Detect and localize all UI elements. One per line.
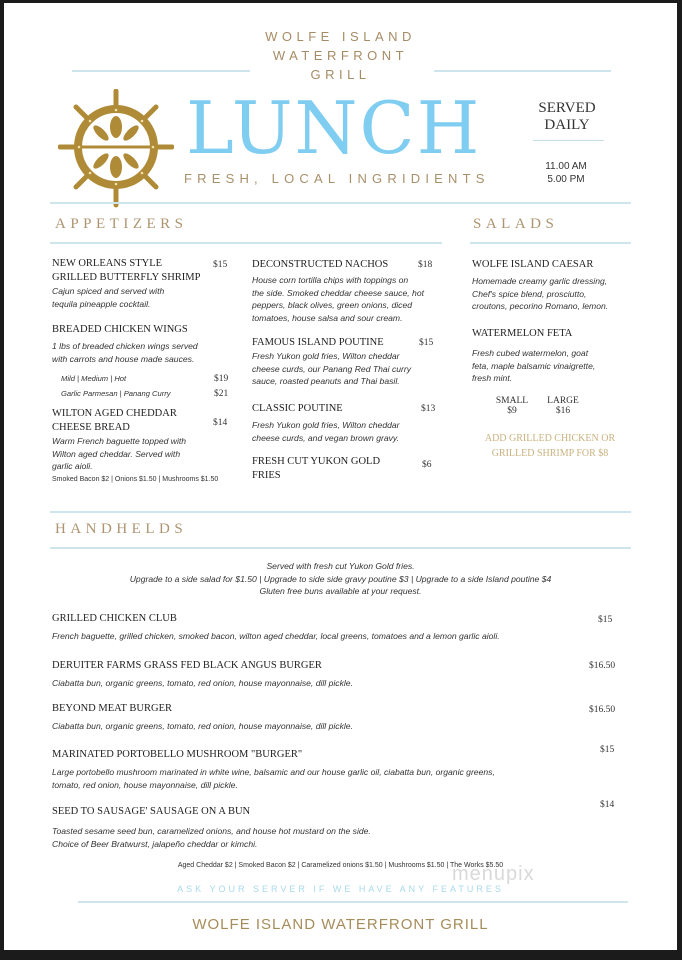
served-daily: SERVED DAILY	[538, 100, 596, 133]
handhelds-addons: Aged Cheddar $2 | Smoked Bacon $2 | Caramelized onions $1.50 | Mushrooms $1.50 | The Works $5.50	[177, 862, 504, 869]
menu-page	[4, 3, 677, 950]
watermark: menupix	[452, 863, 535, 885]
menu-item-shrimp: NEW ORLEANS STYLE GRILLED BUTTERFLY SHRIMP Cajun spiced and served with tequila pineapple cocktail.	[52, 258, 201, 309]
menu-item-cheese-bread: WILTON AGED CHEDDAR CHEESE BREAD Warm French baguette topped with Wilton aged cheddar. Served with garlic aioli. Smoked Bacon $2 | Onions $1.50 | Mushrooms $1.50	[52, 408, 219, 483]
served-rule	[533, 140, 604, 141]
price-angus-burger: $16.50	[589, 661, 616, 671]
salads-rule	[470, 242, 631, 244]
brand-line-2: WATERFRONT	[272, 48, 409, 63]
wings-option-1-price: $19	[214, 374, 229, 384]
price-nachos: $18	[418, 260, 433, 270]
menu-item-watermelon-feta: WATERMELON FETA Fresh cubed watermelon, goat feta, maple balsamic vinaigrette, fresh mint.	[472, 328, 596, 383]
menu-item-fries: FRESH CUT YUKON GOLD FRIES	[252, 456, 381, 481]
handhelds-rule	[50, 547, 631, 549]
brand-line-1: WOLFE ISLAND	[265, 29, 416, 44]
header-rule-right	[434, 70, 611, 72]
menu-item-wings: BREADED CHICKEN WINGS 1 lbs of breaded chicken wings served with carrots and house made sauces.	[52, 324, 198, 364]
hours: 11.00 AM 5.00 PM	[545, 161, 587, 185]
price-portobello: $15	[600, 745, 615, 755]
appetizers-rule	[50, 242, 442, 244]
price-classic-poutine: $13	[421, 404, 436, 414]
menu-item-sausage: SEED TO SAUSAGE' SAUSAGE ON A BUN Toasted sesame seed bun, caramelized onions, and house hot mustard on the side. Choice of Beer Bratwurst, jalapeño cheddar or kimchi.	[52, 806, 371, 849]
brand-line-3: GRILL	[310, 67, 371, 82]
section-divider-handhelds	[50, 511, 631, 513]
tagline: FRESH, LOCAL INGRIDIENTS	[184, 171, 490, 186]
menu-item-caesar: WOLFE ISLAND CAESAR Homemade creamy garlic dressing, Chef's spice blend, prosciutto, croutons, pecorino Romano, lemon.	[472, 259, 609, 311]
size-large: LARGE $16	[547, 396, 579, 416]
menu-item-nachos: DECONSTRUCTED NACHOS House corn tortilla chips with toppings on the side. Smoked cheddar cheese sauce, hot peppers, black olives, green onions, diced tomatoes, house salsa and sour cream.	[252, 259, 424, 323]
menu-item-portobello: MARINATED PORTOBELLO MUSHROOM "BURGER" Large portobello mushroom marinated in white wine, balsamic and our house garlic oil, ciabatta bun, organic greens, tomato, red onion, house mayonnaise, dill pickle.	[52, 749, 495, 790]
ship-wheel-icon	[58, 89, 174, 214]
menu-item-beyond-burger: BEYOND MEAT BURGER Ciabatta bun, organic greens, tomato, red onion, house mayonnaise, dill pickle.	[52, 703, 353, 731]
price-shrimp: $15	[213, 260, 228, 270]
handhelds-intro: Served with fresh cut Yukon Gold fries. Upgrade to a side salad for $1.50 | Upgrade to side side gravy poutine $3 | Upgrade to a side Island poutine $4 Gluten free buns available at your request.	[129, 561, 552, 596]
price-fries: $6	[422, 460, 432, 470]
size-small: SMALL $9	[495, 396, 529, 416]
price-beyond-burger: $16.50	[589, 705, 616, 715]
price-cheese-bread: $14	[213, 418, 228, 428]
wings-option-2-price: $21	[214, 389, 229, 399]
footer-brand: WOLFE ISLAND WATERFRONT GRILL	[192, 916, 489, 933]
price-island-poutine: $15	[419, 338, 434, 348]
menu-item-chicken-club: GRILLED CHICKEN CLUB French baguette, grilled chicken, smoked bacon, wilton aged cheddar, local greens, tomatoes and a lemon garlic aioli.	[52, 613, 500, 641]
add-protein-note: ADD GRILLED CHICKEN OR GRILLED SHRIMP FOR $8	[484, 433, 616, 459]
page-title: LUNCH	[186, 86, 482, 170]
price-sausage: $14	[600, 800, 615, 810]
wings-option-1: Mild | Medium | Hot	[61, 374, 127, 383]
section-heading-appetizers: APPETIZERS	[55, 216, 188, 232]
section-divider-top	[50, 202, 631, 204]
section-heading-handhelds: HANDHELDS	[55, 521, 188, 537]
menu-item-angus-burger: DERUITER FARMS GRASS FED BLACK ANGUS BURGER Ciabatta bun, organic greens, tomato, red onion, house mayonnaise, dill pickle.	[52, 660, 353, 688]
features-note: ASK YOUR SERVER IF WE HAVE ANY FEATURES	[177, 884, 504, 894]
footer-rule	[78, 901, 628, 903]
wings-option-2: Garlic Parmesan | Panang Curry	[61, 389, 171, 398]
menu-item-island-poutine: FAMOUS ISLAND POUTINE Fresh Yukon gold fries, Wilton cheddar cheese curds, our Panang Red Thai curry sauce, roasted peanuts and Thai basil.	[252, 337, 412, 386]
menu-item-classic-poutine: CLASSIC POUTINE Fresh Yukon gold fries, Wilton cheddar cheese curds, and vegan brown gravy.	[252, 403, 400, 443]
section-heading-salads: SALADS	[473, 216, 559, 232]
price-chicken-club: $15	[598, 615, 613, 625]
header-rule-left	[72, 70, 250, 72]
